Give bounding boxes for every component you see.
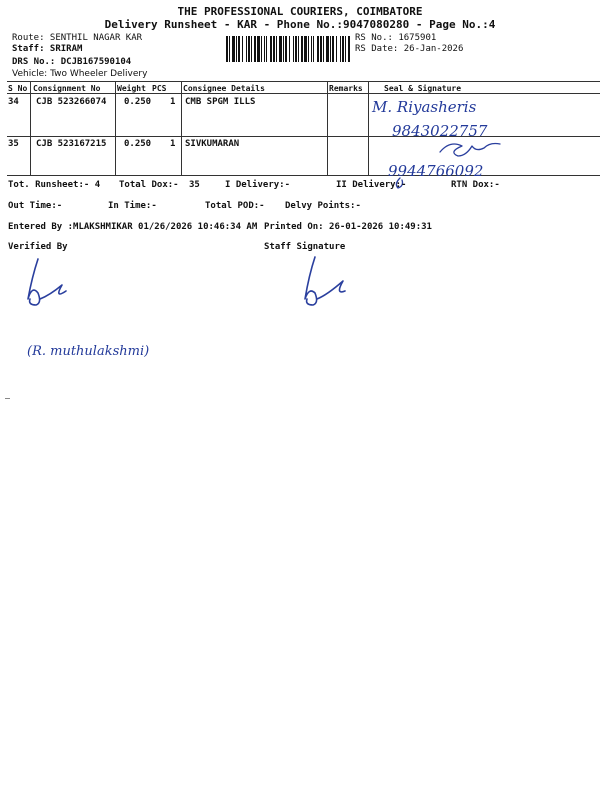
- barcode-bar: [246, 36, 247, 62]
- barcode-bar: [304, 36, 307, 62]
- barcode-bar: [340, 36, 341, 62]
- barcode-bar: [266, 36, 267, 62]
- tot-runsheet: Tot. Runsheet:- 4: [8, 180, 101, 190]
- barcode-bar: [289, 36, 290, 62]
- staff-signature-label: Staff Signature: [264, 242, 346, 252]
- col-header-sno: S No: [8, 84, 28, 93]
- barcode-bar: [323, 36, 324, 62]
- handwritten-phone: 9843022757: [392, 122, 488, 140]
- total-dox-value: 35: [189, 180, 200, 190]
- barcode-bar: [313, 36, 314, 62]
- verifier-signature: [20, 255, 100, 315]
- barcode-bar: [295, 36, 297, 62]
- verified-by-label: Verified By: [8, 242, 68, 252]
- company-title: THE PROFESSIONAL COURIERS, COIMBATORE: [177, 5, 423, 18]
- entered-by: Entered By :MLAKSHMIKAR 01/26/2026 10:46:34 AM: [8, 222, 258, 232]
- col-header-pcs: PCS: [152, 84, 167, 93]
- row-consignment: CJB 523167215: [36, 139, 107, 149]
- barcode-bar: [276, 36, 277, 62]
- barcode-bar: [251, 36, 252, 62]
- barcode-bar: [348, 36, 350, 62]
- barcode-bar: [285, 36, 287, 62]
- runsheet-subtitle: Delivery Runsheet - KAR - Phone No.:9047080280 - Page No.:4: [104, 18, 496, 31]
- barcode-bar: [273, 36, 275, 62]
- ii-delivery: II Delivery:-: [336, 180, 407, 190]
- handwritten-verifier-name: (R. muthulakshmi): [27, 344, 150, 359]
- barcode-bar: [332, 36, 334, 62]
- barcode-bar: [301, 36, 303, 62]
- row-pcs: 1: [170, 139, 176, 149]
- barcode-bar: [330, 36, 331, 62]
- barcode-bar: [279, 36, 282, 62]
- row-consignment: CJB 523266074: [36, 97, 107, 107]
- col-header-seal: Seal & Signature: [384, 84, 462, 93]
- row-sno: 34: [8, 97, 19, 107]
- barcode-bar: [261, 36, 262, 62]
- col-header-consignment: Consignment No: [33, 84, 101, 93]
- barcode-bar: [283, 36, 284, 62]
- scan-mark: [5, 398, 10, 399]
- col-header-consignee: Consignee Details: [183, 84, 265, 93]
- barcode-bar: [264, 36, 265, 62]
- col-divider: [327, 82, 328, 175]
- barcode-bar: [345, 36, 346, 62]
- col-divider: [30, 82, 31, 175]
- drs-number: DRS No.: DCJB167590104: [12, 57, 132, 67]
- barcode-bar: [336, 36, 337, 62]
- barcode-bar: [229, 36, 230, 62]
- i-delivery: I Delivery:-: [225, 180, 291, 190]
- row-consignee: CMB SPGM ILLS: [185, 97, 256, 107]
- rtn-dox: RTN Dox:-: [451, 180, 500, 190]
- handwritten-phone: 9944766092: [388, 162, 484, 180]
- col-header-weight: Weight: [117, 84, 146, 93]
- staff-signature: [295, 253, 365, 313]
- in-time: In Time:-: [108, 201, 157, 211]
- row-consignee: SIVKUMARAN: [185, 139, 240, 149]
- barcode-bar: [248, 36, 250, 62]
- barcode-bar: [311, 36, 312, 62]
- barcode-bar: [242, 36, 243, 62]
- row-weight: 0.250: [124, 97, 152, 107]
- barcode-bar: [254, 36, 256, 62]
- row-sno: 35: [8, 139, 19, 149]
- barcode-bar: [298, 36, 299, 62]
- barcode-bar: [226, 36, 228, 62]
- col-divider: [181, 82, 182, 175]
- row-pcs: 1: [170, 97, 176, 107]
- total-dox-label: Total Dox:-: [119, 180, 179, 190]
- row-weight: 0.250: [124, 139, 152, 149]
- rs-number: RS No.: 1675901: [355, 33, 437, 43]
- barcode-bar: [238, 36, 240, 62]
- col-divider: [115, 82, 116, 175]
- staff-label: Staff: SRIRAM: [12, 44, 83, 54]
- barcode-bar: [232, 36, 235, 62]
- barcode-bar: [320, 36, 322, 62]
- delvy-points: Delvy Points:-: [285, 201, 361, 211]
- table-top-rule: [7, 81, 600, 82]
- barcode-bar: [257, 36, 260, 62]
- barcode-bar: [326, 36, 329, 62]
- vehicle-label: Vehicle: Two Wheeler Delivery: [12, 69, 148, 79]
- total-pod: Total POD:-: [205, 201, 265, 211]
- barcode-bar: [236, 36, 237, 62]
- barcode-bar: [342, 36, 344, 62]
- rs-date: RS Date: 26-Jan-2026: [355, 44, 464, 54]
- printed-on: Printed On: 26-01-2026 10:49:31: [264, 222, 432, 232]
- col-header-remarks: Remarks: [329, 84, 363, 93]
- barcode-bar: [270, 36, 272, 62]
- out-time: Out Time:-: [8, 201, 63, 211]
- handwritten-signatures: [360, 94, 600, 194]
- route-label: Route: SENTHIL NAGAR KAR: [12, 33, 143, 43]
- verifier-name-handwriting: [25, 333, 195, 369]
- barcode-bar: [317, 36, 319, 62]
- barcode-bar: [293, 36, 294, 62]
- handwritten-name: M. Riyasheris: [372, 98, 477, 116]
- barcode-bar: [308, 36, 309, 62]
- barcode: [226, 36, 350, 62]
